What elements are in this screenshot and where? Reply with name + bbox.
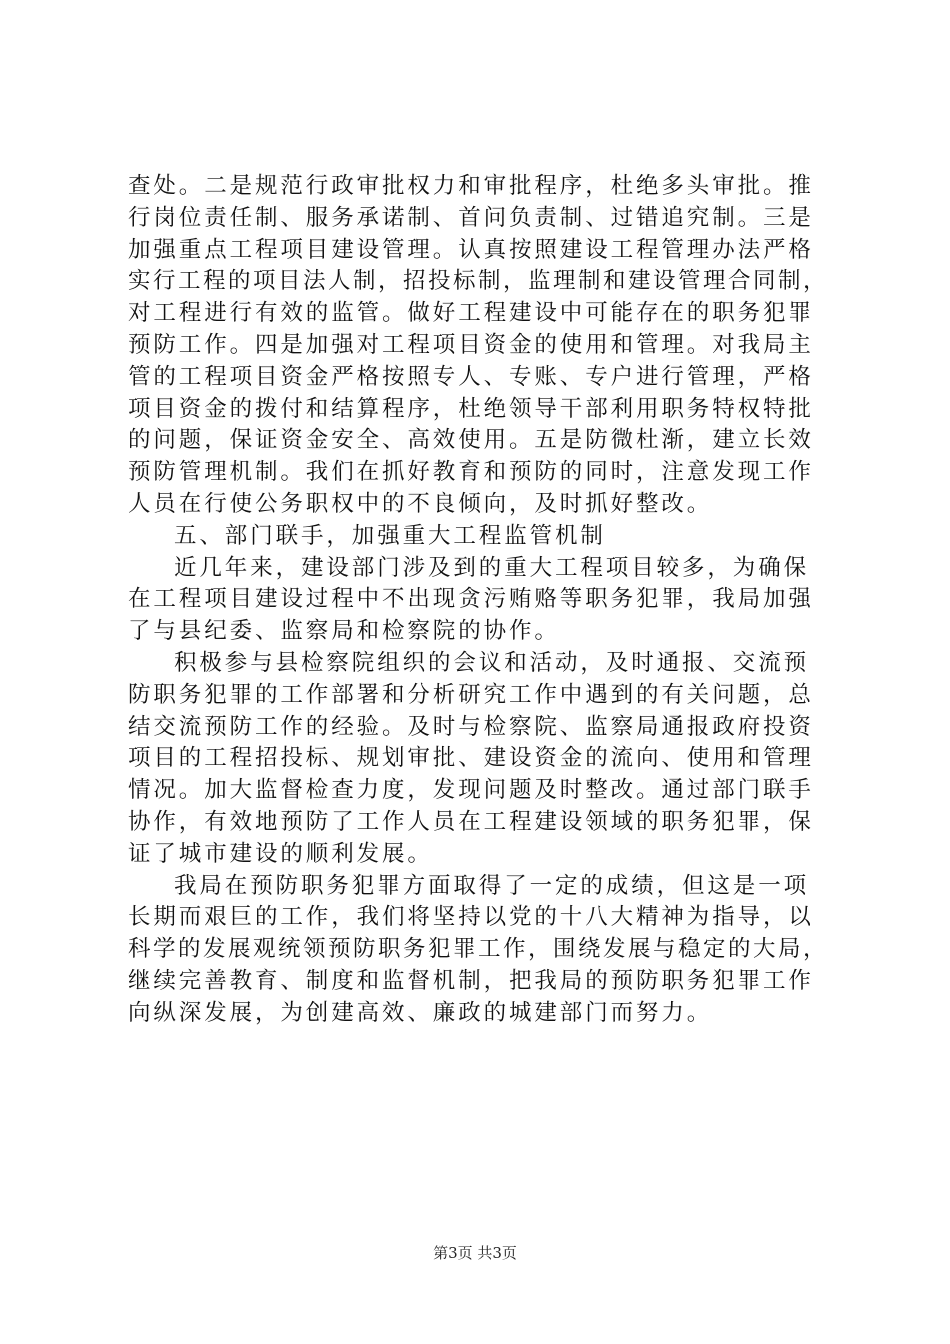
text-line: 科学的发展观统领预防职务犯罪工作，围绕发展与稳定的大局， [128,936,829,963]
page-footer [0,1243,950,1263]
text-line: 加强重点工程项目建设管理。认真按照建设工程管理办法严格 [128,236,814,263]
text-line: 项目资金的拨付和结算程序，杜绝领导干部利用职务特权特批 [128,395,814,422]
text-line: 情况。加大监督检查力度，发现问题及时整改。通过部门联手 [128,777,814,804]
text-line: 预防工作。四是加强对工程项目资金的使用和管理。对我局主 [128,331,814,358]
text-line: 证了城市建设的顺利发展。 [128,840,433,867]
text-line: 行岗位责任制、服务承诺制、首问负责制、过错追究制。三是 [128,204,814,231]
page-number: 第3页 共3页 [433,1244,517,1262]
text-line: 查处。二是规范行政审批权力和审批程序，杜绝多头审批。推 [128,173,814,199]
text-line: 的问题，保证资金安全、高效使用。五是防微杜渐，建立长效 [128,427,814,454]
text-line: 结交流预防工作的经验。及时与检察院、监察局通报政府投资 [128,713,814,740]
text-line: 五、部门联手，加强重大工程监管机制 [174,522,606,549]
text-line: 我局在预防职务犯罪方面取得了一定的成绩，但这是一项 [174,872,810,899]
text-line: 继续完善教育、制度和监督机制，把我局的预防职务犯罪工作 [128,967,814,994]
text-line: 协作，有效地预防了工作人员在工程建设领域的职务犯罪，保 [128,808,814,835]
text-line: 预防管理机制。我们在抓好教育和预防的同时，注意发现工作 [128,459,814,486]
text-line: 积极参与县检察院组织的会议和活动，及时通报、交流预 [174,649,810,676]
text-line: 在工程项目建设过程中不出现贪污贿赂等职务犯罪，我局加强 [128,586,814,613]
text-line: 长期而艰巨的工作，我们将坚持以党的十八大精神为指导，以 [128,904,814,931]
text-line: 管的工程项目资金严格按照专人、专账、专户进行管理，严格 [128,363,814,390]
text-line: 人员在行使公务职权中的不良倾向，及时抓好整改。 [128,490,713,517]
document-body [128,171,832,1030]
text-line: 实行工程的项目法人制，招投标制，监理制和建设管理合同制， [128,268,829,295]
text-line: 了与县纪委、监察局和检察院的协作。 [128,618,560,645]
text-line: 项目的工程招投标、规划审批、建设资金的流向、使用和管理 [128,745,814,772]
text-line: 对工程进行有效的监管。做好工程建设中可能存在的职务犯罪 [128,300,814,327]
text-line: 防职务犯罪的工作部署和分析研究工作中遇到的有关问题，总 [128,681,814,708]
text-line: 近几年来，建设部门涉及到的重大工程项目较多，为确保 [174,554,810,581]
text-line: 向纵深发展，为创建高效、廉政的城建部门而努力。 [128,999,713,1026]
